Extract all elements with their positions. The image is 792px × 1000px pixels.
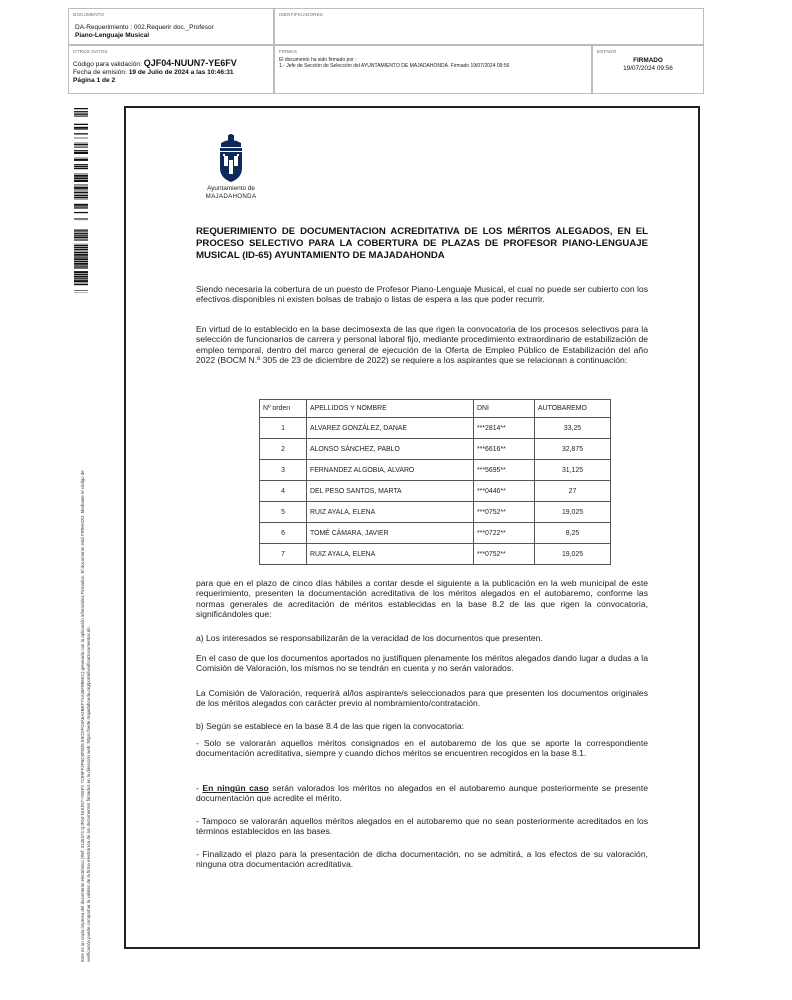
verification-side-text: Este es un copia impresa del documento electrónico (Ref: 3145374 QJF04-NUUN7-YE6FV 7C89FF2FBC6F0D6 E9CDFC8A5A2BEF7AA35F9B6EC) generada con la aplicación informática Firmadoc. El documento está FIRMADO. Mediante el código de verificación puede comprobar la validez de la firma electrónica de los documentos firmados en la dirección web: https://sede.majadahonda.org/portal/verificaDocumentos.do <box>80 470 92 962</box>
identificadores-label: IDENTIFICADORES <box>279 12 324 17</box>
table-row: 6 TOMÉ CÁMARA, JAVIER ***0722** 8,25 <box>260 523 611 544</box>
documento-label: DOCUMENTO <box>73 12 105 17</box>
firmas-intro: El documento ha sido firmado por : <box>279 57 357 63</box>
paragraph-1: Siendo necesaria la cobertura de un puesto de Profesor Piano-Lenguaje Musical, el cual no puede ser cubierto con los efectivos disponibles ni existen bolsas de trabajo o listas de espera a las que poder recurrir. <box>196 284 648 305</box>
document-title: REQUERIMIENTO DE DOCUMENTACION ACREDITATIVA DE LOS MÉRITOS ALEGADOS, EN EL PROCESO SELECTIVO PARA LA COBERTURA DE PLAZAS DE PROFESOR PIANO-LENGUAJE MUSICAL (ID-65) AYUNTAMIENTO DE MAJADAHONDA <box>196 226 648 261</box>
validation-code: Código para validación: QJF04-NUUN7-YE6FV <box>73 58 237 68</box>
estado-date: 19/07/2024 09:56 <box>623 65 673 72</box>
firmas-label: FIRMAS <box>279 49 298 54</box>
estado-value: FIRMADO <box>633 57 663 64</box>
header-dni: DNI <box>474 400 535 418</box>
firmante: 1.- Jefe de Sección de Selección del AYUNTAMIENTO DE MAJADAHONDA. Firmado 19/07/2024 09:56 <box>279 63 510 70</box>
identificadores-box <box>274 8 704 45</box>
estado-box <box>592 45 704 94</box>
table-header-row <box>260 400 611 418</box>
emission-date: Fecha de emisión: 19 de Julio de 2024 a las 10:46:31 <box>73 69 234 77</box>
logo-text-2: MAJADAHONDA <box>205 193 257 200</box>
header-apellidos: APELLIDOS Y NOMBRE <box>307 400 474 418</box>
municipal-logo <box>196 134 266 206</box>
paragraph-10: - Tampoco se valorarán aquellos méritos alegados en el autobaremo que no sean posteriormente acreditados en los términos establecidos en las bases. <box>196 816 648 837</box>
page-count: Página 1 de 2 <box>73 77 116 85</box>
table-row: 2 ALONSO SÁNCHEZ, PABLO ***6616** 32,875 <box>260 439 611 460</box>
firmas-box <box>274 45 592 94</box>
documento-box <box>68 8 274 45</box>
header-orden: Nº orden <box>260 400 307 418</box>
barcode-image <box>74 108 88 293</box>
paragraph-5: En el caso de que los documentos aportados no justifiquen plenamente los méritos alegados dando lugar a dudas a la Comisión de Valoración, los mismos no se tendrán en cuenta y no serán valorados. <box>196 653 648 674</box>
table-row: 3 FERNANDEZ ALGOBIA, ALVARO ***5695** 31,125 <box>260 460 611 481</box>
paragraph-11: - Finalizado el plazo para la presentación de dicha documentación, no se admitirá, a los efectos de su valoración, ninguna otra documentación acreditativa. <box>196 849 648 870</box>
crest-icon <box>216 134 246 184</box>
otros-datos-label: OTROS DATOS <box>73 49 108 54</box>
table-row: 4 DEL PESO SANTOS, MARTA ***0446** 27 <box>260 481 611 502</box>
paragraph-3: para que en el plazo de cinco días hábiles a contar desde el siguiente a la publicación en la web municipal de este requerimiento, presenten la documentación acreditativa de los méritos alegados en el autobaremo, conforme las normas generales de acreditación de méritos establecidas en la base 8.2 de las que rigen la convocatoria, significándoles que: <box>196 578 648 620</box>
estado-label: ESTADO <box>597 49 617 54</box>
logo-text-1: Ayuntamiento de <box>207 185 255 192</box>
table-row: 7 RUIZ AYALA, ELENA ***0752** 19,025 <box>260 544 611 565</box>
table-row: 1 ALVAREZ GONZÁLEZ, DANAE ***2814** 33,25 <box>260 418 611 439</box>
paragraph-4: a) Los interesados se responsabilizarán de la veracidad de los documentos que presenten. <box>196 633 543 643</box>
document-name: DA-Requerimiento : 002.Requerir doc._Profesor Piano-Lenguaje Musical <box>75 24 214 39</box>
paragraph-9: - En ningún caso serán valorados los méritos no alegados en el autobaremo aunque posteriormente se presente documentación que acredite el mérito. <box>196 783 648 804</box>
paragraph-8: - Solo se valorarán aquellos méritos consignados en el autobaremo de los que se aporte la correspondiente documentación acreditativa, siempre y cuando dichos méritos se encuentren recogidos en la base 8.1. <box>196 738 648 759</box>
document-page <box>124 106 700 949</box>
emphasis-text: En ningún caso <box>202 783 269 793</box>
paragraph-6: La Comisión de Valoración, requerirá al/los aspirante/s seleccionados para que presenten los documentos originales de los méritos alegados con carácter previo al nombramiento/contratación. <box>196 688 648 709</box>
header-autobaremo: AUTOBAREMO <box>535 400 611 418</box>
otros-datos-box <box>68 45 274 94</box>
aspirants-table <box>259 399 611 565</box>
table-row: 5 RUIZ AYALA, ELENA ***0752** 19,025 <box>260 502 611 523</box>
paragraph-7: b) Según se establece en la base 8.4 de las que rigen la convocatoria: <box>196 721 465 731</box>
paragraph-2: En virtud de lo establecido en la base decimosexta de las que rigen la convocatoria de los procesos selectivos para la selección de funcionarios de carrera y personal laboral fijo, mediante procedimiento extraordinario de estabilización de empleo temporal, dentro del marco general de ejecución de la Oferta de Empleo Público de Estabilización del año 2022 (BOCM N.º 305 de 23 de diciembre de 2022) se requiere a los aspirantes que se relacionan a continuación: <box>196 324 648 366</box>
